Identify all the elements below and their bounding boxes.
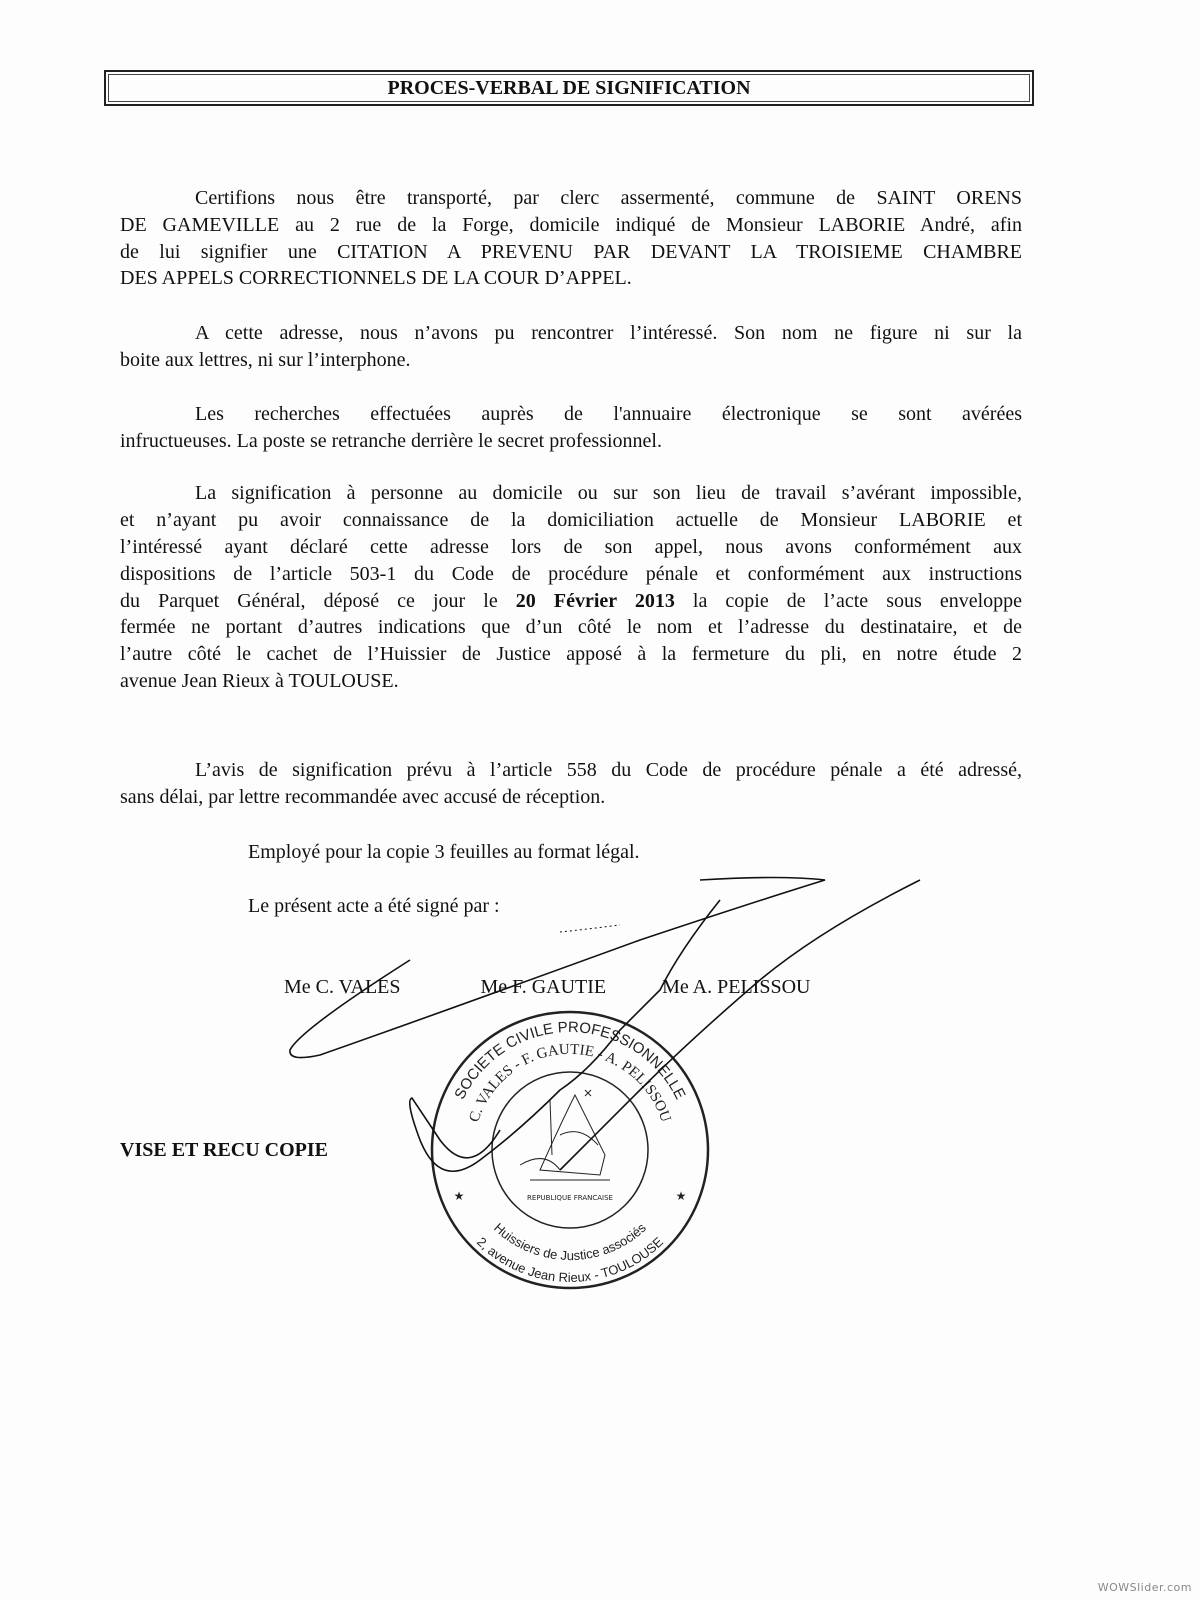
- text-line: avenue Jean Rieux à TOULOUSE.: [120, 669, 399, 692]
- document-body: [120, 185, 1022, 1164]
- copies-line: Employé pour la copie 3 feuilles au format légal.: [248, 841, 640, 864]
- text-line: l’intéressé ayant déclaré cette adresse lors de son appel, nous avons conformément aux: [120, 535, 1022, 558]
- watermark: WOWSlider.com: [1097, 1581, 1192, 1594]
- signatory-gautie: Me F. GAUTIE: [480, 976, 607, 999]
- text-line: Certifions nous être transporté, par clerc assermenté, commune de SAINT ORENS: [195, 187, 1022, 209]
- seal-label: REPUBLIQUE FRANCAISE: [527, 1194, 613, 1202]
- paragraph-address: [120, 320, 1022, 374]
- star-icon: ★: [453, 1189, 465, 1203]
- signatories-row: [284, 974, 1022, 1001]
- paragraph-research: [120, 401, 1022, 455]
- text-line: sans délai, par lettre recommandée avec accusé de réception.: [120, 785, 606, 808]
- stamp-inner-text: C. VALES - F. GAUTIE - A. PELISSOU: [466, 1041, 674, 1125]
- text-line: dispositions de l’article 503-1 du Code de procédure pénale et conformément aux instructions: [120, 562, 1022, 585]
- text-line: [120, 588, 1022, 615]
- signatory-vales: Me C. VALES: [284, 976, 401, 999]
- text-line: de lui signifier une CITATION A PREVENU PAR DEVANT LA TROISIEME CHAMBRE: [120, 240, 1022, 263]
- text-line: fermée ne portant d’autres indications que d’un côté le nom et l’adresse du destinataire, et de: [120, 616, 1022, 639]
- text-line: A cette adresse, nous n’avons pu rencontrer l’intéressé. Son nom ne figure ni sur la: [195, 322, 1022, 345]
- text-line: La signification à personne au domicile ou sur son lieu de travail s’avérant impossible,: [195, 482, 1022, 505]
- text-line: L’avis de signification prévu à l’article 558 du Code de procédure pénale a été adressé,: [195, 758, 1022, 781]
- text-line: DE GAMEVILLE au 2 rue de la Forge, domicile indiqué de Monsieur LABORIE André, afin: [120, 213, 1022, 236]
- text-line: et n’ayant pu avoir connaissance de la domiciliation actuelle de Monsieur LABORIE et: [120, 509, 1022, 532]
- paragraph-signification: [120, 480, 1022, 694]
- document-title: PROCES-VERBAL DE SIGNIFICATION: [104, 70, 1034, 106]
- signed-by-line: Le présent acte a été signé par :: [248, 895, 500, 918]
- signatory-pelissou: Me A. PELISSOU: [662, 976, 811, 999]
- text-fragment: du Parquet Général, déposé ce jour le: [120, 589, 516, 612]
- stamp-address-text: 2, avenue Jean Rieux - TOULOUSE: [474, 1234, 667, 1286]
- text-line: boite aux lettres, ni sur l’interphone.: [120, 348, 411, 371]
- receipt-label: VISE ET RECU COPIE: [120, 1139, 329, 1162]
- deposit-date: 20 Février 2013: [515, 589, 675, 612]
- paragraph-notice: [120, 757, 1022, 811]
- paragraph-transport: [120, 185, 1022, 292]
- text-line: DES APPELS CORRECTIONNELS DE LA COUR D’APPEL.: [120, 267, 632, 290]
- stamp-lower-text: Huissiers de Justice associés: [491, 1219, 649, 1264]
- text-line: Les recherches effectuées auprès de l'annuaire électronique se sont avérées: [195, 402, 1022, 425]
- text-line: infructueuses. La poste se retranche derrière le secret professionnel.: [120, 429, 662, 452]
- text-fragment: la copie de l’acte sous enveloppe: [674, 589, 1023, 612]
- star-icon: ★: [675, 1189, 687, 1203]
- stamp-outer-text: SOCIETE CIVILE PROFESSIONNELLE: [451, 1018, 689, 1103]
- text-line: l’autre côté le cachet de l’Huissier de Justice apposé à la fermeture du pli, en notre étude 2: [120, 643, 1022, 666]
